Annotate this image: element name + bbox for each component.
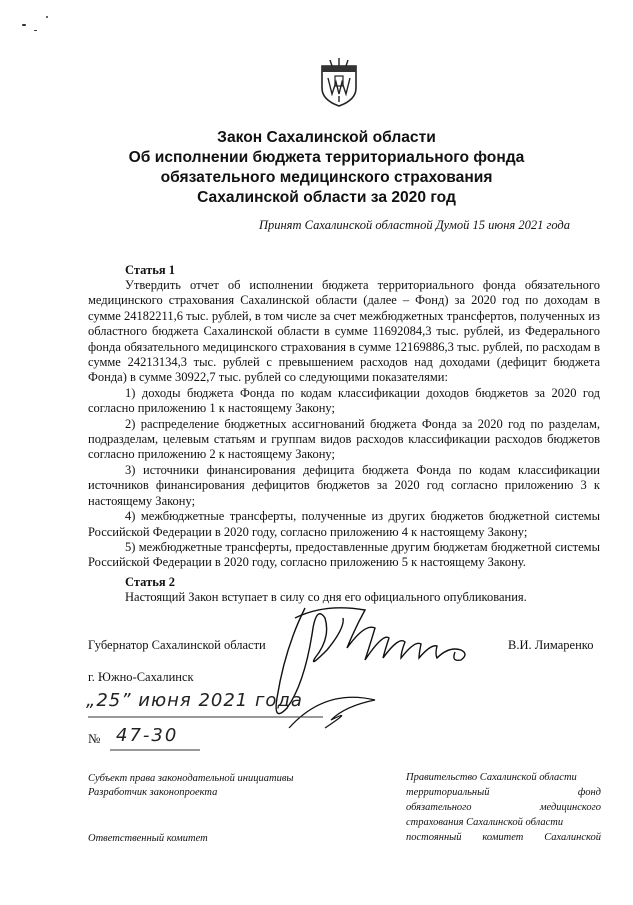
footer-word: медицинского: [539, 802, 601, 813]
footer-initiative-value: Правительство Сахалинской области: [406, 772, 577, 783]
title-line: Закон Сахалинской области: [217, 129, 436, 146]
date-underline: [88, 714, 323, 720]
title-line: Сахалинской области за 2020 год: [197, 189, 456, 206]
footer-developer-label: Разработчик законопроекта: [88, 787, 218, 798]
governor-name: В.И. Лимаренко: [508, 638, 594, 652]
article-2-text: Настоящий Закон вступает в силу со дня его официального опубликования.: [125, 590, 527, 604]
handwritten-number: 47-30: [116, 725, 179, 746]
footer-developer-value: [406, 800, 601, 815]
footer-word: фонд: [577, 787, 601, 798]
article-1-item: 4) межбюджетные трансферты, полученные из других бюджетов бюджетной системы Российской Федерации в 2020 году, согласно приложению 4 к настоящему Закону;: [88, 509, 600, 539]
footer-initiative-label: Субъект права законодательной инициативы: [88, 773, 294, 784]
footer-word: обязательного: [406, 802, 472, 813]
article-1-item: 1) доходы бюджета Фонда по кодам классификации доходов бюджетов за 2020 год согласно приложению 1 к настоящему Закону;: [88, 385, 600, 416]
footer-right: [406, 770, 601, 845]
article-1-item: 5) межбюджетные трансферты, предоставленные другим бюджетам бюджетной системы Российской Федерации в 2020 году, согласно приложению 5 к настоящему Закону.: [88, 539, 600, 570]
footer-word: постоянный: [406, 832, 462, 843]
law-title: [80, 128, 573, 208]
governor-title: Губернатор Сахалинской области: [88, 638, 266, 652]
article-1-item: 2) распределение бюджетных ассигнований бюджета Фонда за 2020 год по разделам, подразделам, целевым статьям и группам видов расходов классификации расходов бюджетов согласно приложению 2 к настоящему Закону;: [88, 416, 600, 462]
scan-speck: [34, 30, 37, 31]
scan-speck: [22, 24, 26, 26]
article-1-item: 3) источники финансирования дефицита бюджета Фонда по кодам классификации источников финансирования дефицитов бюджетов за 2020 год согласно приложению 3 к настоящему Закону;: [88, 462, 600, 508]
scan-speck: [46, 16, 48, 18]
footer-word: территориальный: [406, 787, 490, 798]
handwritten-date: „25” июня 2021 года: [86, 690, 303, 711]
article-1-heading: Статья 1: [125, 263, 175, 277]
article-2-heading: Статья 2: [125, 575, 175, 589]
number-underline: [110, 748, 200, 752]
coat-of-arms-icon: [318, 58, 360, 108]
footer-left: [88, 772, 348, 846]
footer-word: Сахалинской: [544, 832, 601, 843]
footer-developer-value: страхования Сахалинской области: [406, 817, 564, 828]
title-line: Об исполнении бюджета территориального фонда: [128, 149, 525, 166]
footer-committee-value: [406, 830, 601, 845]
footer-committee-label: Ответственный комитет: [88, 833, 208, 844]
title-line: обязательного медицинского страхования: [160, 169, 493, 186]
number-label: №: [88, 731, 101, 746]
footer-developer-value: [406, 785, 601, 800]
article-1-intro: Утвердить отчет об исполнении бюджета территориального фонда обязательного медицинского страхования Сахалинской области (далее – Фонд) за 2020 год по доходам в сумме 24182211,6 тыс. рублей, в том числе за счет межбюджетных трансфертов, полученных из областного бюджета Сахалинской области в сумме 11692084,3 тыс. рублей, из Федерального фонда обязательного медицинского страхования в сумме 12169886,3 тыс. рублей, по расходам в сумме 24213134,3 тыс. рублей с превышением расходов над доходами (дефицит бюджета Фонда) в сумме 30922,7 тыс. рублей со следующими показателями:: [88, 278, 600, 385]
article-1-body: [88, 278, 600, 571]
adoption-note: Принят Сахалинской областной Думой 15 июня 2021 года: [258, 218, 570, 232]
footer-word: комитет: [482, 832, 524, 843]
place-of-signing: г. Южно-Сахалинск: [88, 670, 194, 684]
